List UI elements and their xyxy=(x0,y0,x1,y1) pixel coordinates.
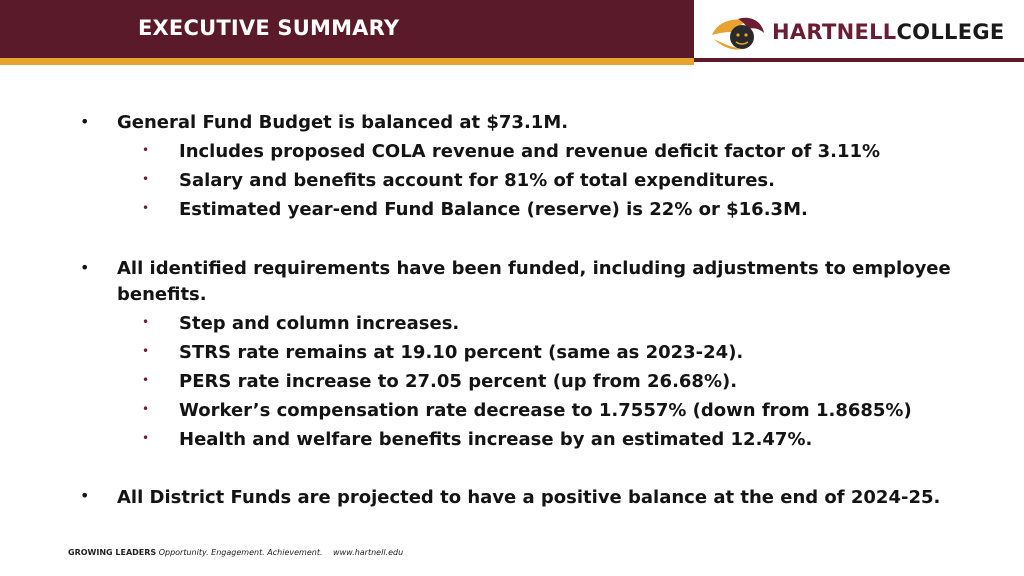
sub-bullet-marker: • xyxy=(142,315,150,329)
sub-bullet-health-welfare: Health and welfare benefits increase by an estimated 12.47%. xyxy=(179,429,813,450)
sub-bullet-step-column: Step and column increases. xyxy=(179,313,460,334)
header-gold-stripe xyxy=(0,58,694,65)
college-logo xyxy=(708,10,1008,54)
sub-bullet-salary: Salary and benefits account for 81% of total expenditures. xyxy=(179,170,775,191)
sub-bullet-marker: • xyxy=(142,373,150,387)
wordmark-college: COLLEGE xyxy=(896,20,1005,44)
bullet-district-funds: All District Funds are projected to have a positive balance at the end of 2024-25. xyxy=(117,487,941,508)
sub-bullet-marker: • xyxy=(142,344,150,358)
footer-motto: Opportunity. Engagement. Achievement. xyxy=(158,548,323,557)
footer-url: www.hartnell.edu xyxy=(333,548,404,557)
sub-bullet-fund-balance: Estimated year-end Fund Balance (reserve) is 22% or $16.3M. xyxy=(179,199,808,220)
page-title: EXECUTIVE SUMMARY xyxy=(138,16,400,40)
sub-bullet-marker: • xyxy=(142,431,150,445)
sub-bullet-cola: Includes proposed COLA revenue and revenue deficit factor of 3.11% xyxy=(179,141,881,162)
sub-bullet-strs: STRS rate remains at 19.10 percent (same as 2023-24). xyxy=(179,342,744,363)
panther-logo-icon xyxy=(708,11,766,53)
wordmark-hartnell: HARTNELL xyxy=(772,20,897,44)
header-right-rule xyxy=(694,58,1024,62)
footer-tag: GROWING LEADERS xyxy=(68,548,157,557)
bullet-marker: • xyxy=(80,112,90,131)
bullet-marker: • xyxy=(80,258,90,277)
college-wordmark xyxy=(772,20,1005,44)
footer xyxy=(68,548,403,557)
bullet-budget-balanced: General Fund Budget is balanced at $73.1M. xyxy=(117,112,569,133)
bullet-requirements-funded-line1: All identified requirements have been funded, including adjustments to employee xyxy=(117,258,951,279)
sub-bullet-workers-comp: Worker’s compensation rate decrease to 1.7557% (down from 1.8685%) xyxy=(179,400,912,421)
sub-bullet-marker: • xyxy=(142,172,150,186)
sub-bullet-marker: • xyxy=(142,143,150,157)
bullet-requirements-funded-line2: benefits. xyxy=(117,284,207,305)
sub-bullet-pers: PERS rate increase to 27.05 percent (up from 26.68%). xyxy=(179,371,738,392)
sub-bullet-marker: • xyxy=(142,402,150,416)
bullet-marker: • xyxy=(80,486,90,505)
sub-bullet-marker: • xyxy=(142,201,150,215)
